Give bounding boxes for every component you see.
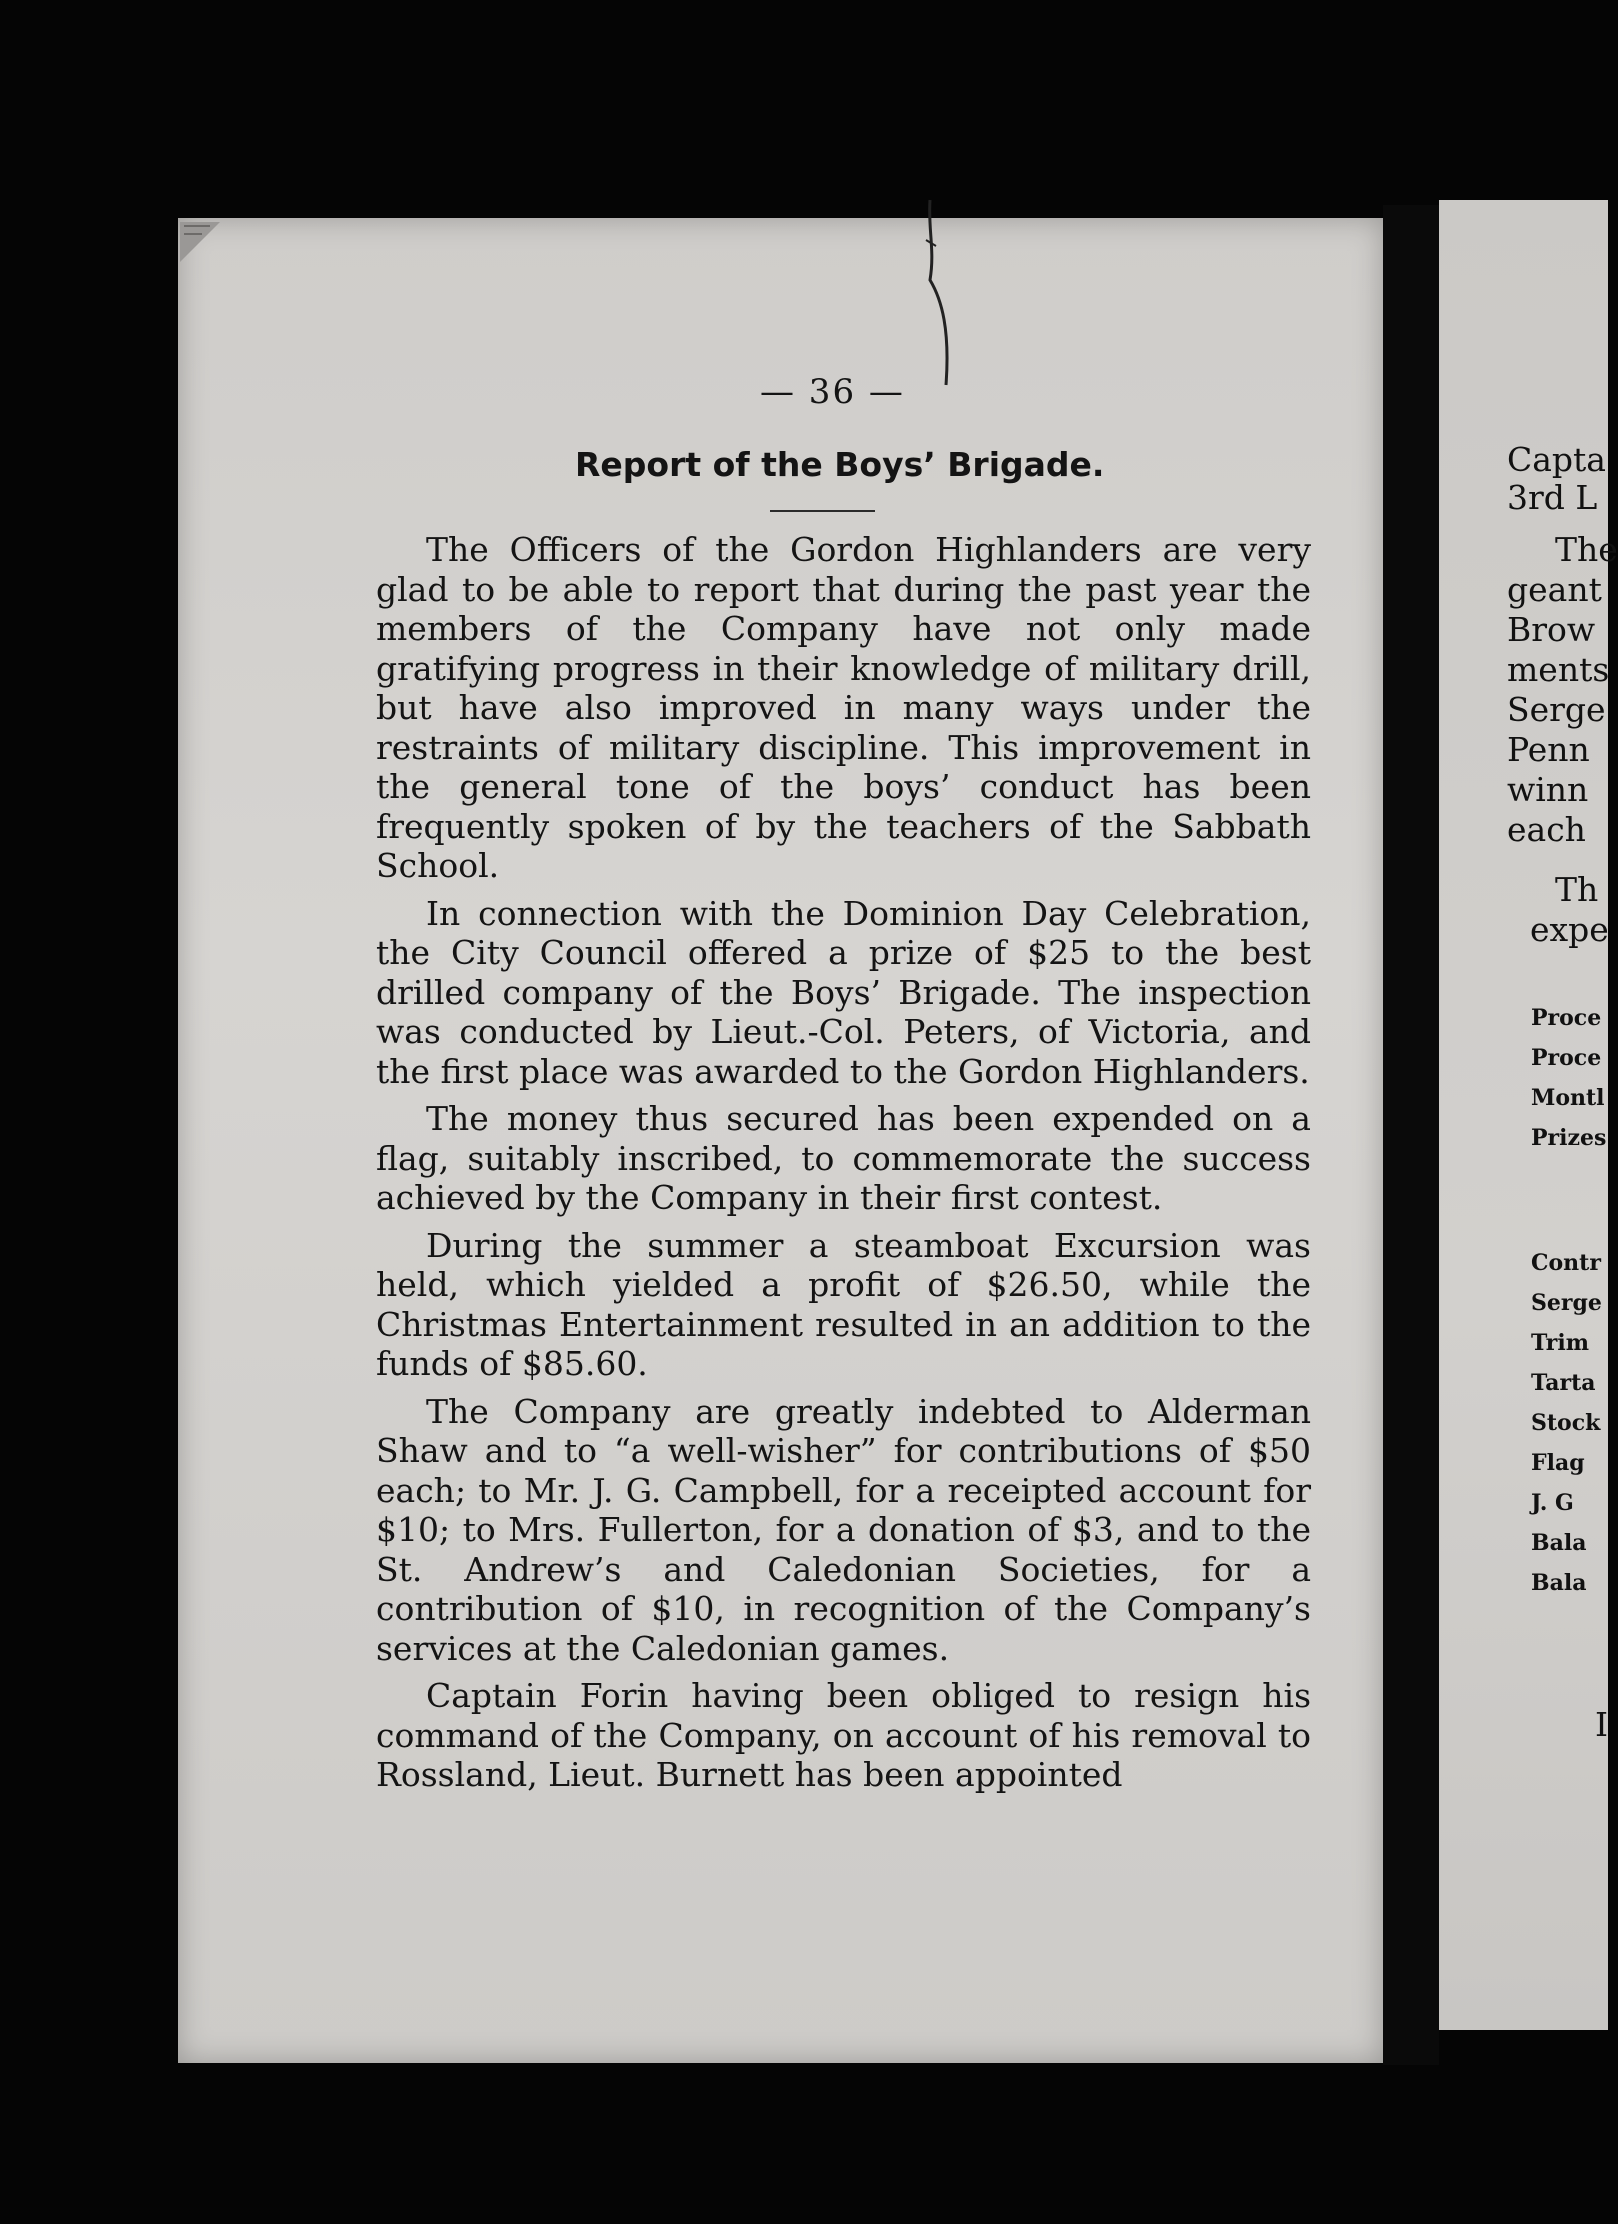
right-page-line: The — [1555, 530, 1618, 569]
pencil-mark-icon — [900, 200, 960, 400]
right-page-line: geant — [1507, 570, 1602, 609]
right-page-line: winn — [1507, 770, 1589, 809]
right-page-line: I — [1595, 1705, 1609, 1744]
paragraph: The Company are greatly indebted to Alderman Shaw and to “a well-wisher” for contributions of $50 each; to Mr. J. G. Campbell, for a receipted account for $10; to Mrs. Fullerton, for a donation of $3, and to the St. Andrew’s and Caledonian Societies, for a contribution of $10, in recognition of the Company’s services at the Caledonian games. — [376, 1391, 1311, 1668]
right-page-line: 3rd L — [1507, 478, 1598, 517]
right-page-ledger-item: Stock — [1531, 1410, 1601, 1436]
right-page-line: Th — [1555, 870, 1599, 909]
right-page-ledger-item: Proce — [1531, 1005, 1602, 1031]
right-page-line: Brow — [1507, 610, 1596, 649]
paragraph: In connection with the Dominion Day Celebration, the City Council offered a prize of $25 to the best drilled company of the Boys’ Brigade. The inspection was conducted by Lieut.-Col. Peters, of Victoria, and the first place was awarded to the Gordon Highlanders. — [376, 893, 1311, 1091]
right-page-ledger-item: Bala — [1531, 1570, 1587, 1596]
report-body — [376, 530, 1311, 1803]
right-page-ledger-item: Proce — [1531, 1045, 1602, 1071]
right-page-line: each — [1507, 810, 1586, 849]
right-page-line: expe — [1530, 910, 1609, 949]
right-page-line: Capta — [1507, 440, 1606, 479]
title-divider — [770, 510, 875, 512]
right-page-ledger-item: Trim — [1531, 1330, 1589, 1356]
paragraph: The money thus secured has been expended on a flag, suitably inscribed, to commemorate the success achieved by the Company in their first contest. — [376, 1099, 1311, 1217]
right-page-line: Serge — [1507, 690, 1606, 729]
right-page-ledger-item: Flag — [1531, 1450, 1585, 1476]
paragraph: During the summer a steamboat Excursion was held, which yielded a profit of $26.50, while the Christmas Entertainment resulted in an addition to the funds of $85.60. — [376, 1225, 1311, 1383]
right-page-line: ments — [1507, 650, 1610, 689]
right-page-ledger-item: Bala — [1531, 1530, 1587, 1556]
right-page-ledger-item: Prizes — [1531, 1125, 1607, 1151]
paragraph: Captain Forin having been obliged to resign his command of the Company, on account of his removal to Rossland, Lieut. Burnett has been appointed — [376, 1676, 1311, 1794]
right-page-ledger-item: Montl — [1531, 1085, 1605, 1111]
right-page-ledger-item: Serge — [1531, 1290, 1602, 1316]
page-number: — 36 — — [760, 372, 905, 412]
folded-corner-icon — [180, 222, 230, 272]
report-title: Report of the Boys’ Brigade. — [575, 445, 1105, 484]
right-page-ledger-item: J. G — [1531, 1490, 1574, 1516]
right-page-ledger-item: Tarta — [1531, 1370, 1596, 1396]
book-gutter — [1383, 205, 1439, 2065]
right-page-line: Penn — [1507, 730, 1590, 769]
right-page-ledger-item: Contr — [1531, 1250, 1601, 1276]
paragraph: The Officers of the Gordon Highlanders are very glad to be able to report that during the past year the members of the Company have not only made gratifying progress in their knowledge of military drill, but have also improved in many ways under the restraints of military discipline. This improvement in the general tone of the boys’ conduct has been frequently spoken of by the teachers of the Sabbath School. — [376, 530, 1311, 885]
